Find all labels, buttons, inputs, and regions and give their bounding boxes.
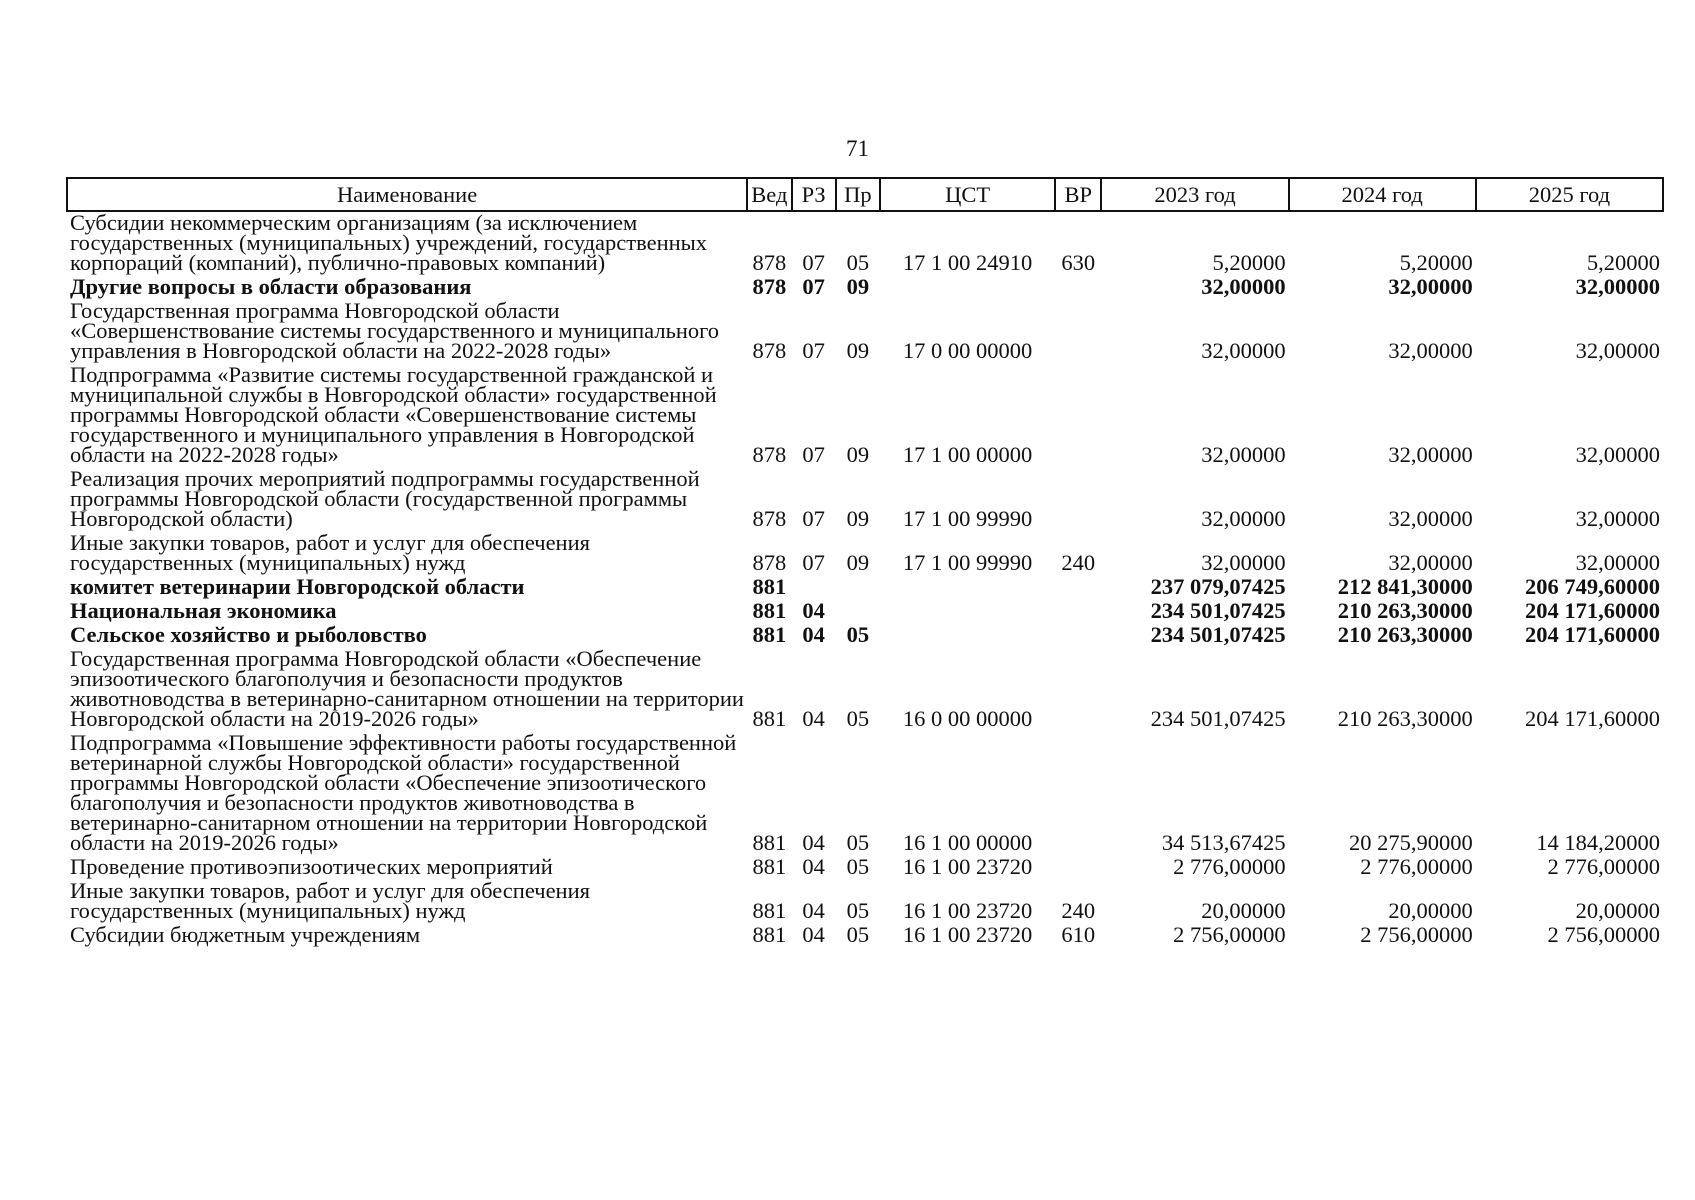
row-2025: 5,20000 xyxy=(1586,250,1660,275)
row-name: Подпрограмма «Повышение эффективности работы государственной ветеринарной службы Новгородской области» государственной программы Новгородской области «Обеспечение эпизоотического благополучия и безопасности продуктов животноводства в ветеринарно-санитарном отношении на территории Новгородской области на 2019-2026 годы» xyxy=(70,730,737,855)
row-vr xyxy=(1055,856,1101,880)
row-2025: 14 184,20000 xyxy=(1536,830,1660,855)
row-2024: 2 776,00000 xyxy=(1360,854,1473,879)
table-row xyxy=(67,211,1663,276)
row-cst: 17 1 00 99990 xyxy=(902,506,1033,531)
row-2024: 210 263,30000 xyxy=(1337,598,1473,623)
row-cst xyxy=(880,576,1055,600)
row-rz: 07 xyxy=(802,274,825,299)
row-2023: 234 501,07425 xyxy=(1150,622,1286,647)
row-ved: 881 xyxy=(752,622,787,647)
row-cst: 16 0 00 00000 xyxy=(902,706,1033,731)
row-cst: 16 1 00 00000 xyxy=(902,830,1033,855)
row-ved: 878 xyxy=(752,550,787,575)
row-2023: 32,00000 xyxy=(1201,506,1286,531)
row-pr: 09 xyxy=(846,338,870,363)
row-2025: 32,00000 xyxy=(1575,550,1660,575)
row-2023: 20,00000 xyxy=(1201,898,1286,923)
row-name: Реализация прочих мероприятий подпрограммы государственной программы Новгородской области (государственной программы Новгородской области) xyxy=(70,466,700,531)
row-2025: 2 776,00000 xyxy=(1547,854,1660,879)
row-pr: 09 xyxy=(846,274,870,299)
row-ved: 881 xyxy=(752,898,787,923)
header-ved: Вед xyxy=(747,178,791,211)
row-cst xyxy=(880,624,1055,648)
row-cst xyxy=(880,276,1055,300)
row-rz xyxy=(792,576,836,600)
row-2025: 32,00000 xyxy=(1575,274,1660,299)
row-2025: 32,00000 xyxy=(1575,338,1660,363)
row-rz: 04 xyxy=(802,922,825,947)
row-rz: 04 xyxy=(802,598,825,623)
row-ved: 881 xyxy=(752,706,787,731)
row-rz: 07 xyxy=(802,442,825,467)
row-2024: 32,00000 xyxy=(1388,442,1473,467)
budget-table xyxy=(66,177,1664,948)
row-2024: 210 263,30000 xyxy=(1337,706,1473,731)
row-cst: 17 1 00 99990 xyxy=(902,550,1033,575)
row-pr: 05 xyxy=(846,854,870,879)
table-row xyxy=(67,300,1663,364)
row-cst: 17 0 00 00000 xyxy=(902,338,1033,363)
row-2023: 32,00000 xyxy=(1201,274,1286,299)
row-pr: 05 xyxy=(846,922,870,947)
row-ved: 881 xyxy=(752,854,787,879)
row-2025: 2 756,00000 xyxy=(1547,922,1660,947)
header-2024: 2024 год xyxy=(1289,178,1476,211)
row-2025: 204 171,60000 xyxy=(1525,706,1660,731)
row-name: Иные закупки товаров, работ и услуг для обеспечения государственных (муниципальных) нужд xyxy=(70,530,590,575)
row-name: Государственная программа Новгородской области «Обеспечение эпизоотического благополучия и безопасности продуктов животноводства в ветеринарно-санитарном отношении на территории Новгородской области на 2019-2026 годы» xyxy=(70,646,744,731)
row-pr: 05 xyxy=(846,250,870,275)
table-row xyxy=(67,364,1663,468)
table-row xyxy=(67,532,1663,576)
row-name: Сельское хозяйство и рыболовство xyxy=(70,622,427,647)
row-2024: 212 841,30000 xyxy=(1337,574,1473,599)
row-ved: 878 xyxy=(752,274,787,299)
row-vr xyxy=(1055,624,1101,648)
table-row xyxy=(67,856,1663,880)
row-pr: 05 xyxy=(846,830,870,855)
row-pr: 09 xyxy=(846,442,870,467)
header-pr: Пр xyxy=(836,178,880,211)
row-vr xyxy=(1055,600,1101,624)
row-vr xyxy=(1055,364,1101,468)
row-rz: 04 xyxy=(802,854,825,879)
row-pr: 05 xyxy=(846,706,870,731)
row-rz: 07 xyxy=(802,550,825,575)
row-pr: 05 xyxy=(846,898,870,923)
row-2025: 204 171,60000 xyxy=(1525,598,1660,623)
row-name: комитет ветеринарии Новгородской области xyxy=(70,574,525,599)
row-vr: 240 xyxy=(1061,550,1096,575)
row-pr xyxy=(836,600,880,624)
row-2023: 234 501,07425 xyxy=(1150,706,1286,731)
row-vr: 630 xyxy=(1061,250,1096,275)
row-ved: 881 xyxy=(752,574,787,599)
row-2024: 20 275,90000 xyxy=(1349,830,1473,855)
row-2025: 32,00000 xyxy=(1575,506,1660,531)
header-rz: РЗ xyxy=(792,178,836,211)
row-vr: 610 xyxy=(1061,922,1096,947)
header-name: Наименование xyxy=(67,178,747,211)
row-pr: 09 xyxy=(846,506,870,531)
table-row xyxy=(67,576,1663,600)
row-2023: 5,20000 xyxy=(1212,250,1286,275)
row-rz: 04 xyxy=(802,622,825,647)
page-number: 71 xyxy=(846,136,869,161)
row-cst: 16 1 00 23720 xyxy=(902,922,1033,947)
table-row xyxy=(67,600,1663,624)
row-ved: 878 xyxy=(752,506,787,531)
row-cst: 16 1 00 23720 xyxy=(902,898,1033,923)
row-2024: 20,00000 xyxy=(1388,898,1473,923)
row-vr xyxy=(1055,576,1101,600)
row-vr: 240 xyxy=(1061,898,1096,923)
row-2025: 204 171,60000 xyxy=(1525,622,1660,647)
row-2024: 32,00000 xyxy=(1388,274,1473,299)
row-name: Субсидии некоммерческим организациям (за исключением государственных (муниципальных) учреждений, государственных корпораций (компаний), публично-правовых компаний) xyxy=(70,210,708,275)
row-vr xyxy=(1055,732,1101,856)
row-ved: 881 xyxy=(752,922,787,947)
table-row xyxy=(67,468,1663,532)
row-2024: 2 756,00000 xyxy=(1360,922,1473,947)
row-rz: 04 xyxy=(802,830,825,855)
row-vr xyxy=(1055,648,1101,732)
row-pr: 09 xyxy=(846,550,870,575)
row-ved: 878 xyxy=(752,250,787,275)
row-2023: 2 756,00000 xyxy=(1173,922,1286,947)
row-name: Другие вопросы в области образования xyxy=(70,274,472,299)
row-vr xyxy=(1055,300,1101,364)
row-ved: 878 xyxy=(752,442,787,467)
row-2023: 34 513,67425 xyxy=(1161,830,1286,855)
row-2024: 32,00000 xyxy=(1388,506,1473,531)
row-vr xyxy=(1055,276,1101,300)
row-cst xyxy=(880,600,1055,624)
row-2025: 206 749,60000 xyxy=(1525,574,1660,599)
row-rz: 07 xyxy=(802,250,825,275)
table-row xyxy=(67,880,1663,924)
row-2023: 237 079,07425 xyxy=(1150,574,1286,599)
row-2023: 2 776,00000 xyxy=(1173,854,1286,879)
table-row xyxy=(67,732,1663,856)
table-row xyxy=(67,276,1663,300)
row-name: Проведение противоэпизоотических мероприятий xyxy=(70,854,553,879)
header-2025: 2025 год xyxy=(1476,178,1663,211)
row-2024: 32,00000 xyxy=(1388,338,1473,363)
row-pr: 05 xyxy=(846,622,870,647)
row-2024: 5,20000 xyxy=(1399,250,1473,275)
row-2025: 32,00000 xyxy=(1575,442,1660,467)
table-header-row xyxy=(67,178,1663,211)
row-name: Национальная экономика xyxy=(70,598,337,623)
table-body xyxy=(67,211,1663,948)
row-name: Государственная программа Новгородской области «Совершенствование системы государственного и муниципального управления в Новгородской области на 2022-2028 годы» xyxy=(70,298,720,363)
row-ved: 881 xyxy=(752,830,787,855)
row-2024: 32,00000 xyxy=(1388,550,1473,575)
row-cst: 17 1 00 00000 xyxy=(902,442,1033,467)
row-pr xyxy=(836,576,880,600)
table-row xyxy=(67,624,1663,648)
header-cst: ЦСТ xyxy=(880,178,1055,211)
header-vr: ВР xyxy=(1055,178,1101,211)
row-rz: 07 xyxy=(802,506,825,531)
row-name: Подпрограмма «Развитие системы государственной гражданской и муниципальной службы в Новгородской области» государственной программы Новгородской области «Совершенствование системы государственного и муниципального управления в Новгородской области на 2022-2028 годы» xyxy=(70,362,717,467)
row-2023: 234 501,07425 xyxy=(1150,598,1286,623)
row-vr xyxy=(1055,468,1101,532)
row-rz: 07 xyxy=(802,338,825,363)
row-2025: 20,00000 xyxy=(1575,898,1660,923)
row-2023: 32,00000 xyxy=(1201,442,1286,467)
table-row xyxy=(67,648,1663,732)
row-2023: 32,00000 xyxy=(1201,550,1286,575)
row-2023: 32,00000 xyxy=(1201,338,1286,363)
row-rz: 04 xyxy=(802,898,825,923)
row-rz: 04 xyxy=(802,706,825,731)
table-row xyxy=(67,924,1663,948)
row-ved: 878 xyxy=(752,338,787,363)
row-ved: 881 xyxy=(752,598,787,623)
row-name: Иные закупки товаров, работ и услуг для обеспечения государственных (муниципальных) нужд xyxy=(70,878,590,923)
row-name: Субсидии бюджетным учреждениям xyxy=(70,922,421,947)
header-2023: 2023 год xyxy=(1101,178,1288,211)
row-2024: 210 263,30000 xyxy=(1337,622,1473,647)
row-cst: 16 1 00 23720 xyxy=(902,854,1033,879)
row-cst: 17 1 00 24910 xyxy=(902,250,1033,275)
